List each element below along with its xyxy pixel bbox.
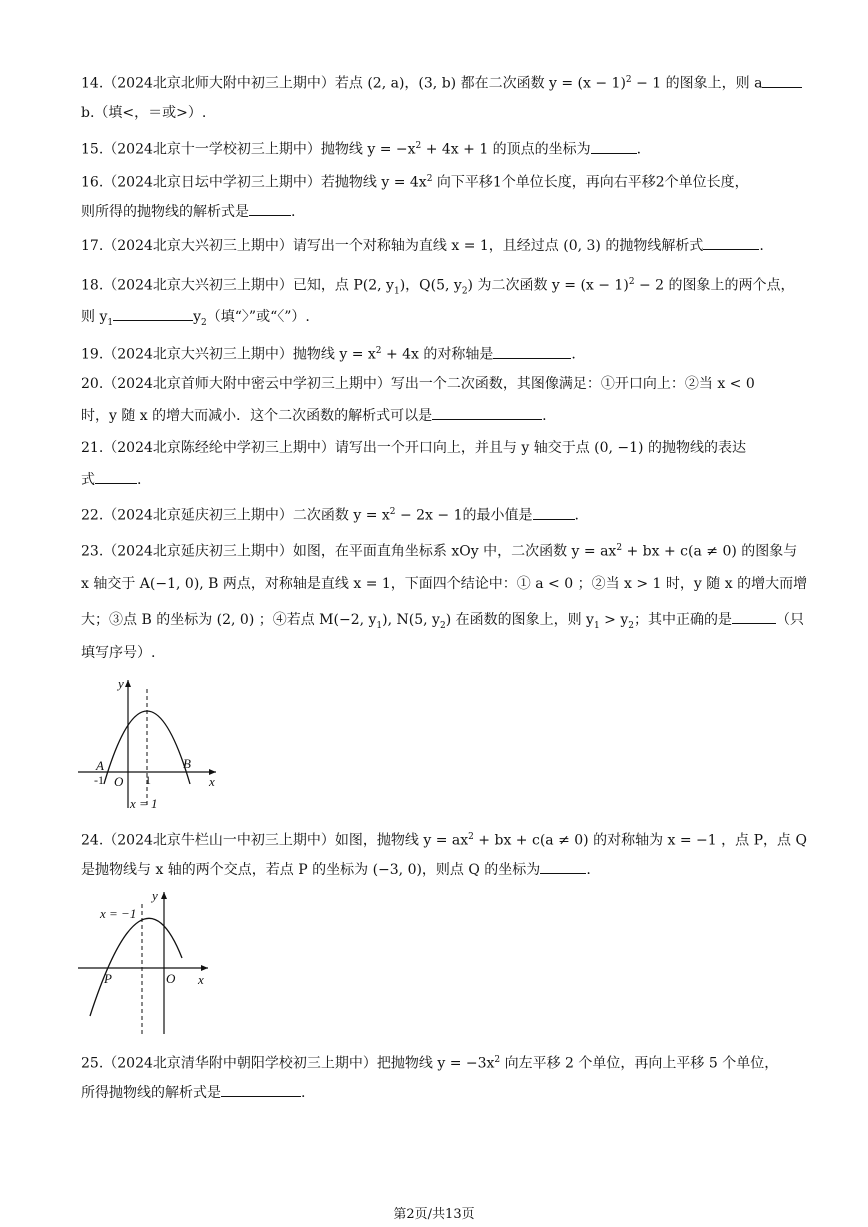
q21-answer-blank[interactable]	[95, 469, 137, 484]
q19-text: 19.（2024北京大兴初三上期中）抛物线 y = x	[81, 346, 376, 363]
q21-line1	[81, 438, 746, 458]
q15-text-b: + 4x + 1 的顶点的坐标为	[421, 141, 591, 158]
q25-text: 25.（2024北京清华附中朝阳学校初三上期中）把抛物线 y = −3x	[81, 1055, 495, 1072]
q22-line	[81, 502, 579, 526]
q24-origin-label: O	[166, 971, 176, 986]
q16-text: 16.（2024北京日坛中学初三上期中）若抛物线 y = 4x	[81, 174, 427, 191]
q16-answer-blank[interactable]	[249, 201, 291, 216]
q18-text-c: ) 为二次函数 y = (x − 1)	[467, 277, 629, 294]
q14-text-2: b.（填<，＝或>）.	[81, 105, 207, 121]
q23-text-3f: （只	[775, 612, 804, 628]
q19-text-b: + 4x 的对称轴是	[381, 346, 494, 363]
q18-text-d: − 2 的图象上的两个点，	[634, 277, 795, 294]
q18-sub2: 2	[461, 286, 468, 297]
q14-text-b: − 1 的图象上，则 a	[631, 75, 763, 92]
q18-answer-blank[interactable]	[113, 306, 193, 321]
q21-text: 21.（2024北京陈经纶中学初三上期中）请写出一个开口向上，并且与 y 轴交于点 (0, −1) 的抛物线的表达	[81, 440, 746, 456]
q25-line2	[81, 1082, 305, 1103]
q23-symmetry-axis-label: x = 1	[130, 796, 158, 811]
page-number-footer: 第2页/共13页	[393, 1207, 475, 1222]
q16-period: .	[291, 204, 296, 220]
q23-text-b: + bx + c(a ≠ 0) 的图象与	[622, 543, 798, 560]
q17-text: 17.（2024北京大兴初三上期中）请写出一个对称轴为直线 x = 1，且经过点 (0, 3) 的抛物线解析式	[81, 238, 704, 254]
q16-line1	[81, 169, 749, 193]
q14-exponent: 2	[625, 75, 632, 85]
q24-text: 24.（2024北京牛栏山一中初三上期中）如图，抛物线 y = ax	[81, 832, 469, 849]
q23-sub4: 2	[628, 620, 634, 631]
q15-answer-blank[interactable]	[591, 139, 637, 154]
q22-exponent: 2	[389, 507, 396, 517]
q23-x-label: x	[209, 774, 215, 789]
q15-exponent: 2	[415, 141, 422, 151]
q23-text-3a: 大；③点 B 的坐标为 (2, 0) ；④若点 M(−2, y	[81, 612, 377, 628]
q23-text-4: 填写序号）.	[81, 645, 156, 661]
q18-text-e: 则 y	[81, 309, 108, 325]
q24-x-arrow	[201, 965, 208, 971]
q23-text: 23.（2024北京延庆初三上期中）如图，在平面直角坐标系 xOy 中，二次函数 y = ax	[81, 543, 617, 560]
q23-exponent: 2	[616, 543, 623, 553]
q18-line2	[81, 306, 310, 333]
q23-answer-blank[interactable]	[732, 609, 776, 624]
q16-text-b: 向下平移1个单位长度，再向右平移2个单位长度，	[432, 174, 749, 191]
q24-figure	[76, 886, 216, 1036]
q23-tick-one-label: 1	[145, 773, 151, 787]
q24-text-b: + bx + c(a ≠ 0) 的对称轴为 x = −1 ，点 P，点 Q	[473, 832, 807, 849]
q14-answer-blank[interactable]	[762, 73, 802, 88]
q23-figure	[76, 674, 226, 814]
q15-line	[81, 136, 641, 160]
q18-text-a: 18.（2024北京大兴初三上期中）已知，点 P(2, y	[81, 277, 394, 294]
q20-line1	[81, 374, 755, 394]
q18-exponent: 2	[628, 277, 635, 287]
q24-symmetry-axis-label: x = −1	[100, 906, 137, 921]
q19-period: .	[571, 346, 576, 363]
q25-text-2: 所得抛物线的解析式是	[81, 1085, 221, 1101]
q20-line2	[81, 405, 547, 426]
q18-sub3: 1	[107, 317, 114, 328]
q20-answer-blank[interactable]	[432, 405, 542, 420]
q16-line2	[81, 201, 295, 222]
q23-line1	[81, 538, 797, 562]
q24-point-p-label: P	[104, 971, 112, 986]
q18-sub4: 2	[201, 317, 207, 328]
q23-y-label: y	[118, 676, 124, 691]
q23-text-3b: ), N(5, y	[382, 612, 440, 628]
q15-period: .	[636, 141, 642, 158]
q25-answer-blank[interactable]	[221, 1082, 301, 1097]
q15-text: 15.（2024北京十一学校初三上期中）抛物线 y = −x	[81, 141, 416, 158]
q17-line	[81, 235, 764, 256]
q25-period: .	[301, 1085, 306, 1101]
q23-sub2: 2	[439, 620, 446, 631]
q23-line2	[81, 574, 807, 594]
q23-text-3c: ) 在函数的图象上，则 y	[445, 612, 594, 628]
q14-line1	[81, 70, 802, 94]
q25-exponent: 2	[494, 1055, 501, 1065]
q23-line3	[81, 609, 804, 636]
q17-answer-blank[interactable]	[703, 235, 759, 250]
q19-line	[81, 341, 576, 365]
q24-line2	[81, 859, 591, 880]
q23-line4	[81, 643, 155, 663]
q18-text-g: （填“〉”或“〈”）.	[206, 309, 310, 325]
q23-sub1: 1	[376, 620, 383, 631]
q24-y-arrow	[161, 892, 167, 899]
q22-period: .	[574, 507, 579, 524]
q17-period: .	[759, 238, 764, 254]
q18-sub1: 1	[393, 286, 400, 297]
q22-text: 22.（2024北京延庆初三上期中）二次函数 y = x	[81, 507, 390, 524]
q21-period: .	[137, 472, 142, 488]
q14-line2	[81, 103, 206, 123]
q24-line1	[81, 827, 807, 851]
q24-answer-blank[interactable]	[540, 859, 586, 874]
q24-x-label: x	[198, 972, 204, 987]
q14-text: 14.（2024北京北师大附中初三上期中）若点 (2, a)，(3, b) 都在二次函数 y = (x − 1)	[81, 75, 626, 92]
q25-text-b: 向左平移 2 个单位，再向上平移 5 个单位，	[500, 1055, 779, 1072]
q20-period: .	[542, 408, 547, 424]
q18-text-b: )，Q(5, y	[399, 277, 462, 294]
q23-y-arrow	[125, 680, 131, 687]
q22-answer-blank[interactable]	[533, 505, 575, 520]
q19-exponent: 2	[375, 346, 382, 356]
q19-answer-blank[interactable]	[493, 344, 571, 359]
q23-origin-label: O	[114, 774, 124, 789]
q23-point-b-label: B	[183, 756, 191, 771]
q23-text-3e: ；其中正确的是	[633, 612, 732, 628]
q23-text-3d: > y	[599, 612, 629, 628]
q18-line1	[81, 272, 795, 301]
q24-text-2: 是抛物线与 x 轴的两个交点，若点 P 的坐标为 (−3, 0)，则点 Q 的坐标为	[81, 862, 541, 878]
q24-parabola	[90, 918, 182, 1016]
q23-sub3: 1	[593, 620, 600, 631]
q20-text: 20.（2024北京首师大附中密云中学初三上期中）写出一个二次函数，其图像满足：①开口向上：②当 x < 0	[81, 376, 755, 392]
q24-y-label: y	[152, 888, 158, 903]
q23-point-a-label: A	[96, 758, 104, 773]
q23-tick-neg-one-label: -1	[94, 773, 104, 787]
q18-text-f: y	[193, 309, 202, 325]
q25-line1	[81, 1050, 778, 1074]
q16-text-2: 则所得的抛物线的解析式是	[81, 204, 249, 220]
q24-exponent: 2	[468, 832, 474, 842]
q21-text-2: 式	[81, 472, 95, 488]
q16-exponent: 2	[426, 174, 433, 184]
q21-line2	[81, 469, 141, 490]
q24-period: .	[586, 862, 591, 878]
q20-text-2: 时，y 随 x 的增大而减小．这个二次函数的解析式可以是	[81, 408, 433, 424]
q23-text-2: x 轴交于 A(−1, 0), B 两点，对称轴是直线 x = 1，下面四个结论中：① a < 0 ；②当 x > 1 时，y 随 x 的增大而增	[81, 576, 808, 592]
q22-text-b: − 2x − 1的最小值是	[395, 507, 533, 524]
